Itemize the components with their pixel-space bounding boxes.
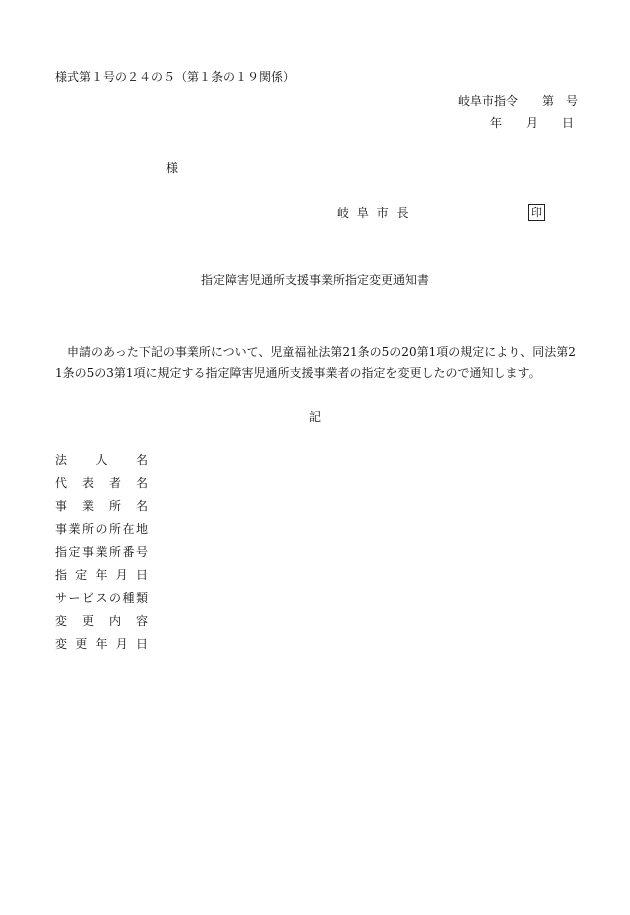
field-office-number: 指定事業所番号 xyxy=(55,545,148,559)
field-change-content: 変更内容 xyxy=(55,614,148,628)
ki-heading: 記 xyxy=(308,410,321,424)
field-representative-name: 代表者名 xyxy=(55,476,148,490)
issue-date-line: 年 月 日 xyxy=(489,116,574,130)
field-office-address: 事業所の所在地 xyxy=(55,522,148,536)
seal-mark: 印 xyxy=(528,204,545,221)
field-corporation-name: 法人名 xyxy=(55,453,148,467)
field-designation-date: 指定年月日 xyxy=(55,568,148,582)
issuer-mayor: 岐 阜 市 長 xyxy=(337,206,411,220)
document-title: 指定障害児通所支援事業所指定変更通知書 xyxy=(200,273,429,287)
field-office-name: 事業所名 xyxy=(55,499,148,513)
notification-body: 申請のあった下記の事業所について、児童福祉法第21条の5の20第1項の規定により、同法第21条の5の3第1項に規定する指定障害児通所支援事業者の指定を変更したので通知します。 xyxy=(55,345,576,380)
field-service-type: サービスの種類 xyxy=(55,591,148,605)
field-list xyxy=(55,452,148,659)
form-number: 様式第１号の２４の５（第１条の１９関係） xyxy=(55,70,296,84)
addressee-honorific: 様 xyxy=(166,161,179,175)
field-change-date: 変更年月日 xyxy=(55,637,148,651)
directive-number-line: 岐阜市指令 第 号 xyxy=(457,94,578,108)
